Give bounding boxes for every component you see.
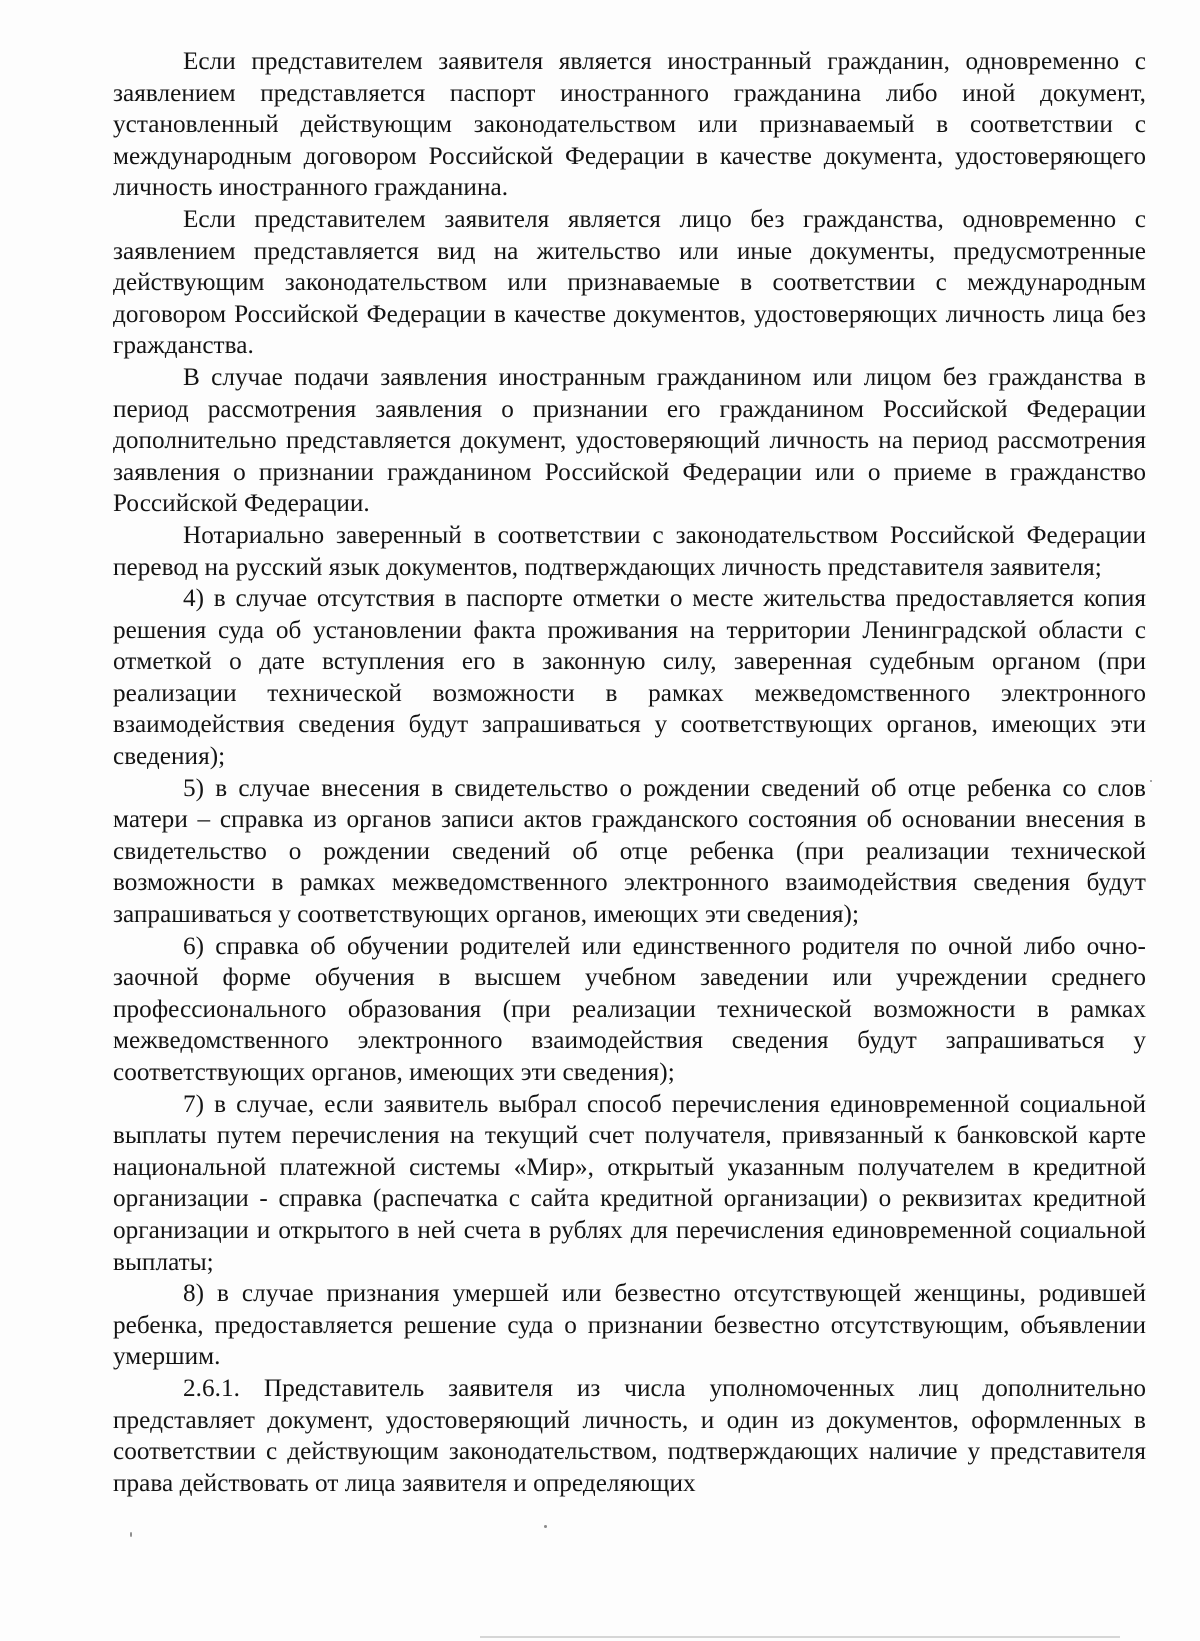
paragraph-notarized-translation: Нотариально заверенный в соответствии с законодательством Российской Федерации перевод на русский язык документов, подтверждающих личность представителя заявителя;: [113, 521, 1146, 581]
paragraph-foreign-citizen-representative: Если представителем заявителя является иностранный гражданин, одновременно с заявлением представляется паспорт иностранного гражданина либо иной документ, установленный действующим законодательством или признаваемый в соответствии с международным договором Российской Федерации в качестве документа, удостоверяющего личность иностранного гражданина.: [113, 48, 1146, 202]
list-item-7-bank-details: 7) в случае, если заявитель выбрал способ перечисления единовременной социальной выплаты путем перечисления на текущий счет получателя, привязанный к банковской карте национальной платежной системы «Мир», открытый указанным получателем в кредитной организации - справка (распечатка с сайта кредитной организации) о реквизитах кредитной организации и открытого в ней счета в рублях для перечисления единовременной социальной выплаты;: [113, 1090, 1146, 1276]
section-2-6-1-representative-documents: 2.6.1. Представитель заявителя из числа уполномоченных лиц дополнительно представляет документ, удостоверяющий личность, и один из документов, оформленных в соответствии с действующим законодательством, подтверждающих наличие у представителя права действовать от лица заявителя и определяющих: [113, 1374, 1146, 1497]
document-body: [113, 46, 1146, 1499]
list-item-5-father-info-certificate: 5) в случае внесения в свидетельство о рождении сведений об отце ребенка со слов матери – справка из органов записи актов гражданского состояния об основании внесения в свидетельство о рождении сведений об отце ребенка (при реализации технической возможности в рамках межведомственного электронного взаимодействия сведения будут запрашиваться у соответствующих органов, имеющих эти сведения);: [113, 774, 1146, 929]
list-item-6-education-certificate: 6) справка об обучении родителей или единственного родителя по очной либо очно-заочной форме обучения в высшем учебном заведении или учреждении среднего профессионального образования (при реализации технической возможности в рамках межведомственного электронного взаимодействия сведения будут запрашиваться у соответствующих органов, имеющих эти сведения);: [113, 932, 1146, 1086]
scan-speck: [130, 1532, 132, 1537]
scan-speck: [1150, 780, 1152, 782]
list-item-4-residence-court-decision: 4) в случае отсутствия в паспорте отметки о месте жительства предоставляется копия решения суда об установлении факта проживания на территории Ленинградской области с отметкой о дате вступления его в законную силу, заверенная судебным органом (при реализации технической возможности в рамках межведомственного электронного взаимодействия сведения будут запрашиваться у соответствующих органов, имеющих эти сведения);: [113, 585, 1146, 771]
paragraph-citizenship-review-period: В случае подачи заявления иностранным гражданином или лицом без гражданства в период рассмотрения заявления о признании его гражданином Российской Федерации дополнительно представляется документ, удостоверяющий личность на период рассмотрения заявления о признании гражданином Российской Федерации или о приеме в гражданство Российской Федерации.: [113, 363, 1146, 518]
scan-bottom-edge: [480, 1636, 1120, 1638]
list-item-8-court-decision-missing: 8) в случае признания умершей или безвестно отсутствующей женщины, родившей ребенка, предоставляется решение суда о признании безвестно отсутствующим, объявлении умершим.: [113, 1280, 1146, 1371]
paragraph-stateless-representative: Если представителем заявителя является лицо без гражданства, одновременно с заявлением представляется вид на жительство или иные документы, предусмотренные действующим законодательством или признаваемые в соответствии с международным договором Российской Федерации в качестве документов, удостоверяющих личность лица без гражданства.: [113, 205, 1146, 360]
scan-speck: [544, 1525, 547, 1528]
